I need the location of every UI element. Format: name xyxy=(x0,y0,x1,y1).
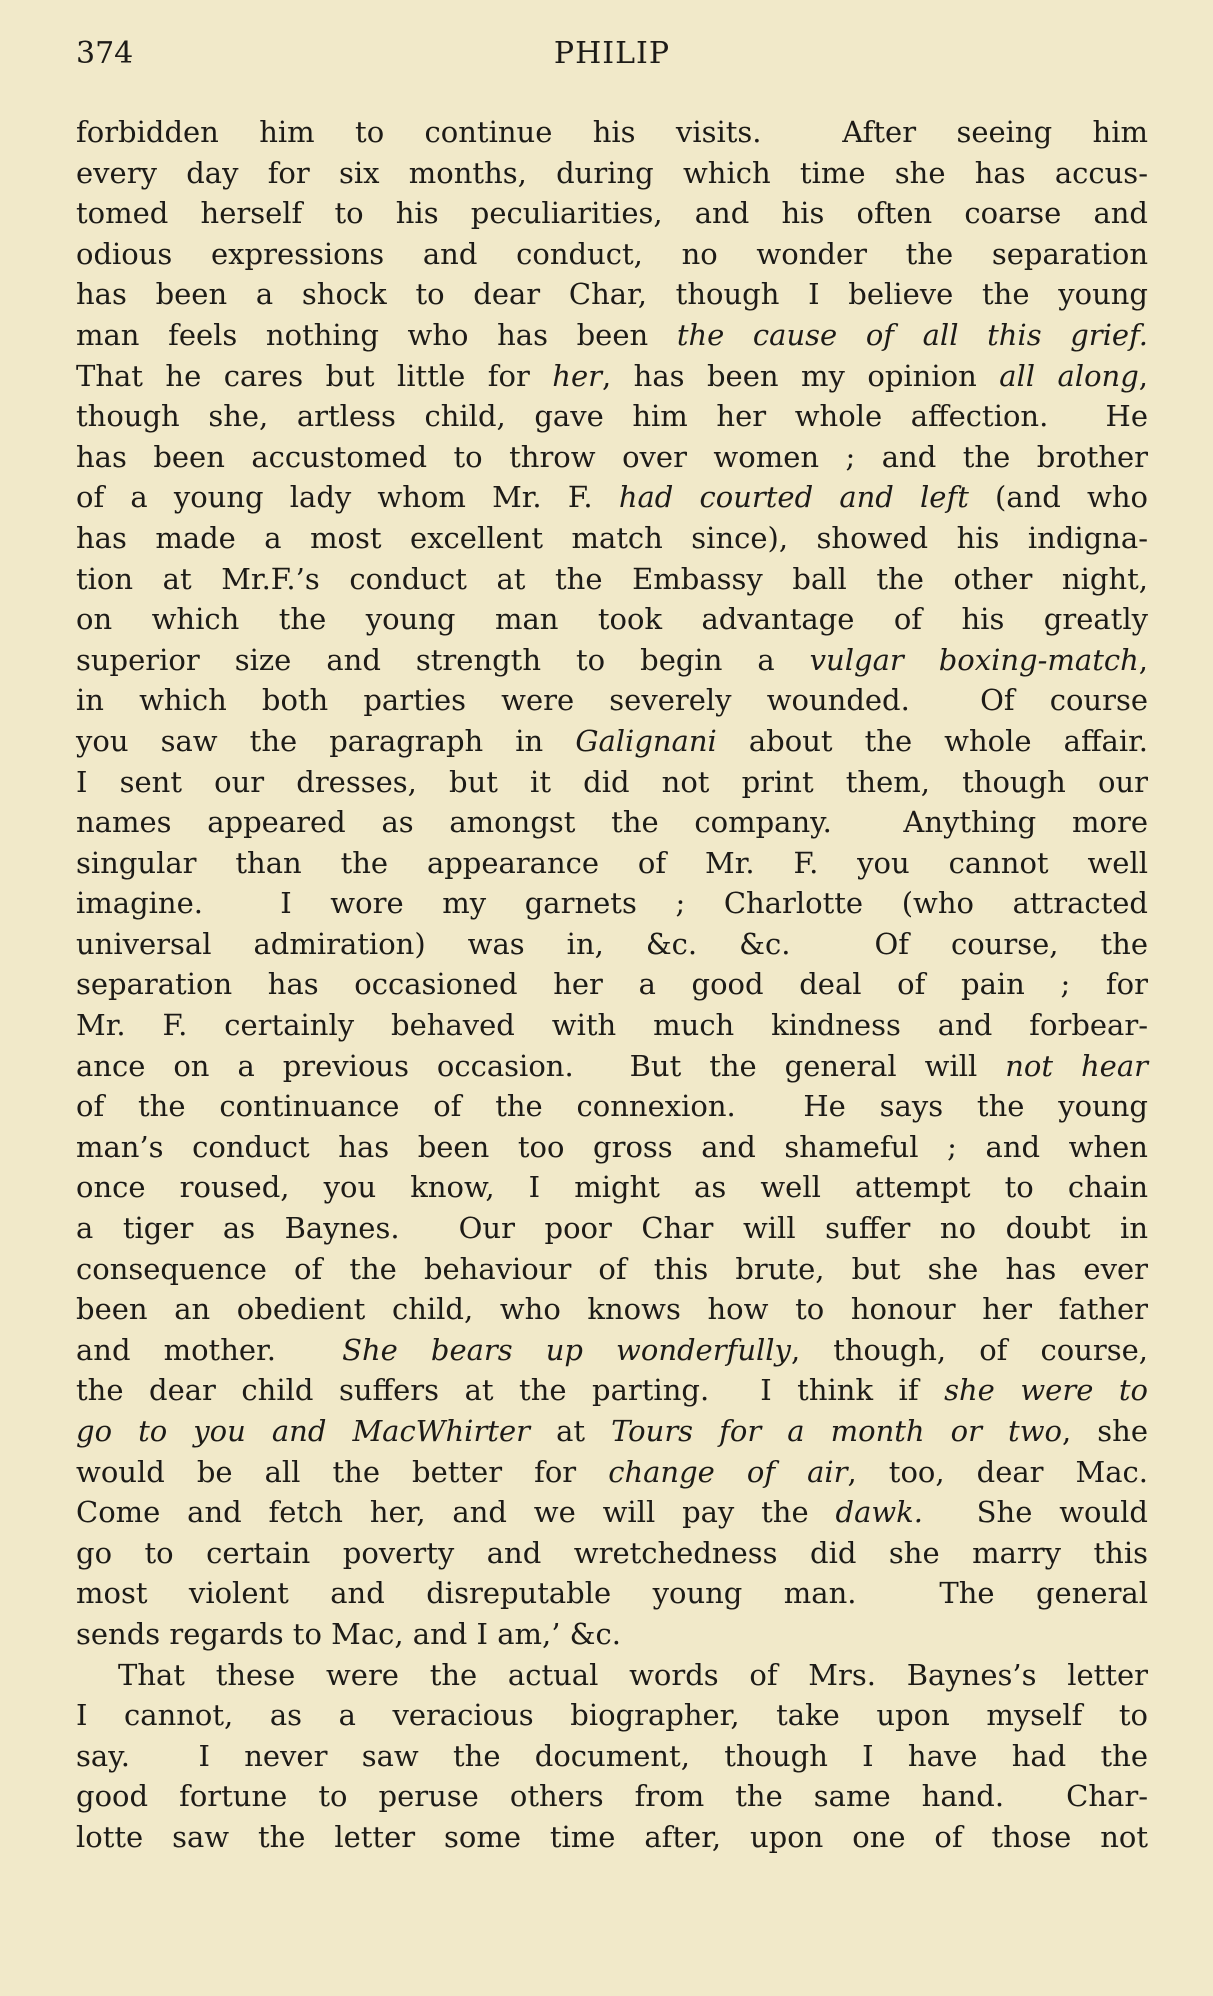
text-line xyxy=(76,274,1148,315)
text-line xyxy=(76,924,1148,965)
text-line xyxy=(76,1411,1148,1452)
text-segment: a tiger as Baynes. Our poor Char will suffer no doubt in xyxy=(76,1211,1148,1246)
text-line xyxy=(76,153,1148,194)
text-segment: in which both parties were severely wounded. Of course xyxy=(76,683,1148,718)
text-segment: most violent and disreputable young man. The general xyxy=(76,1576,1148,1611)
text-line xyxy=(76,680,1148,721)
text-line xyxy=(76,356,1148,397)
text-segment: about the whole affair. xyxy=(716,723,1149,758)
text-line xyxy=(76,802,1148,843)
text-line xyxy=(76,1655,1148,1696)
text-segment: forbidden him to continue his visits. After seeing him xyxy=(76,115,1148,149)
text-line xyxy=(76,599,1148,640)
text-line xyxy=(76,1208,1148,1249)
text-line xyxy=(76,762,1148,803)
text-line xyxy=(76,721,1148,762)
text-line xyxy=(76,193,1148,234)
text-segment: you saw the paragraph in xyxy=(76,723,576,758)
italic-text: dawk. xyxy=(835,1495,923,1530)
text-segment: has been accustomed to throw over women ; and the brother xyxy=(76,439,1148,474)
italic-text: she were to xyxy=(944,1373,1149,1408)
text-segment: every day for six months, during which time she has accus- xyxy=(76,155,1148,190)
text-segment: consequence of the behaviour of this brute, but she has ever xyxy=(76,1251,1148,1286)
italic-text: the cause of all this grief. xyxy=(676,317,1148,352)
text-line xyxy=(76,1249,1148,1290)
text-segment: imagine. I wore my garnets ; Charlotte (who attracted xyxy=(76,886,1148,921)
text-segment: , she xyxy=(1061,1414,1148,1448)
text-line xyxy=(76,1289,1148,1330)
italic-text: vulgar boxing-match xyxy=(809,642,1139,677)
italic-text: Galignani xyxy=(575,723,717,758)
text-line xyxy=(76,1046,1148,1087)
text-segment: , xyxy=(1138,358,1149,393)
running-title: PHILIP xyxy=(553,36,671,71)
text-line xyxy=(76,1573,1148,1614)
text-segment: superior size and strength to begin a xyxy=(76,642,810,677)
italic-text: She bears up wonderfully xyxy=(342,1332,791,1367)
body-text xyxy=(76,112,1148,1858)
text-segment: , has been my opinion xyxy=(601,358,1000,393)
text-segment: has made a most excellent match since), showed his indigna- xyxy=(76,520,1148,555)
page-number: 374 xyxy=(76,36,134,71)
page-header xyxy=(76,36,1148,80)
text-segment: ance on a previous occasion. But the general will xyxy=(76,1048,1006,1083)
text-line xyxy=(76,1452,1148,1493)
text-line xyxy=(76,1533,1148,1574)
text-segment: tion at Mr.F.’s conduct at the Embassy ball the other night, xyxy=(76,561,1148,596)
text-segment: at xyxy=(530,1414,612,1448)
text-segment: I cannot, as a veracious biographer, take upon myself to xyxy=(76,1698,1148,1733)
text-line xyxy=(76,1492,1148,1533)
italic-text: Tours for a month or two xyxy=(611,1414,1062,1448)
text-segment: of the continuance of the connexion. He says the young xyxy=(76,1089,1148,1124)
text-line xyxy=(76,1005,1148,1046)
text-line xyxy=(76,1370,1148,1411)
text-segment: odious expressions and conduct, no wonder the separation xyxy=(76,236,1148,271)
text-line xyxy=(76,559,1148,600)
text-segment: man feels nothing who has been xyxy=(76,317,677,352)
text-line xyxy=(76,396,1148,437)
text-segment: lotte saw the letter some time after, upon one of those not xyxy=(76,1819,1148,1854)
text-segment: good fortune to peruse others from the same hand. Char- xyxy=(76,1779,1148,1814)
text-line xyxy=(76,883,1148,924)
text-line xyxy=(76,1776,1148,1817)
text-segment: go to certain poverty and wretchedness did she marry this xyxy=(76,1535,1148,1570)
italic-text: not hear xyxy=(1005,1048,1148,1083)
text-line xyxy=(76,843,1148,884)
text-line xyxy=(76,1614,1148,1655)
italic-text: go to you and MacWhirter xyxy=(76,1414,530,1448)
text-segment: Come and fetch her, and we will pay the xyxy=(76,1495,836,1530)
text-segment: on which the young man took advantage of his greatly xyxy=(76,602,1148,637)
text-segment: once roused, you know, I might as well attempt to chain xyxy=(76,1170,1148,1205)
text-line xyxy=(76,315,1148,356)
text-segment: though she, artless child, gave him her whole affection. He xyxy=(76,399,1148,434)
text-line xyxy=(76,1817,1148,1858)
text-segment: sends regards to Mac, and I am,’ &c. xyxy=(76,1616,621,1651)
text-segment: singular than the appearance of Mr. F. you cannot well xyxy=(76,845,1148,880)
text-segment: would be all the better for xyxy=(76,1454,609,1489)
text-segment: (and who xyxy=(968,480,1149,515)
text-segment: , though, of course, xyxy=(790,1332,1148,1367)
italic-text: change of air xyxy=(608,1454,848,1489)
text-line xyxy=(76,1695,1148,1736)
text-segment: say. I never saw the document, though I have had the xyxy=(76,1738,1148,1773)
italic-text: had courted and left xyxy=(618,480,969,515)
text-segment: That he cares but little for xyxy=(76,358,553,393)
text-segment: That these were the actual words of Mrs. Baynes’s letter xyxy=(118,1657,1148,1692)
text-segment: and mother. xyxy=(76,1332,343,1367)
text-segment: been an obedient child, who knows how to honour her father xyxy=(76,1292,1148,1327)
text-line xyxy=(76,1330,1148,1371)
text-line xyxy=(76,112,1148,153)
text-segment: I sent our dresses, but it did not print them, though our xyxy=(76,764,1148,799)
text-line xyxy=(76,437,1148,478)
text-line xyxy=(76,1086,1148,1127)
text-segment: has been a shock to dear Char, though I believe the young xyxy=(76,277,1148,312)
text-segment: universal admiration) was in, &c. &c. Of course, the xyxy=(76,926,1148,961)
text-segment: the dear child suffers at the parting. I think if xyxy=(76,1373,945,1408)
text-line xyxy=(76,640,1148,681)
text-segment: Mr. F. certainly behaved with much kindness and forbear- xyxy=(76,1008,1148,1043)
text-segment: separation has occasioned her a good deal of pain ; for xyxy=(76,967,1148,1002)
text-segment: , xyxy=(1138,642,1148,677)
text-line xyxy=(76,964,1148,1005)
text-line xyxy=(76,1167,1148,1208)
text-segment: tomed herself to his peculiarities, and his often coarse and xyxy=(76,196,1148,231)
italic-text: her xyxy=(552,358,602,393)
text-segment: She would xyxy=(922,1495,1148,1530)
text-segment: man’s conduct has been too gross and shameful ; and when xyxy=(76,1129,1148,1164)
italic-text: all along xyxy=(999,358,1139,393)
text-line xyxy=(76,518,1148,559)
text-segment: , too, dear Mac. xyxy=(847,1454,1149,1489)
text-segment: of a young lady whom Mr. F. xyxy=(76,480,619,515)
text-line xyxy=(76,234,1148,275)
text-segment: names appeared as amongst the company. Anything more xyxy=(76,805,1148,840)
text-line xyxy=(76,1736,1148,1777)
text-line xyxy=(76,1127,1148,1168)
text-line xyxy=(76,477,1148,518)
